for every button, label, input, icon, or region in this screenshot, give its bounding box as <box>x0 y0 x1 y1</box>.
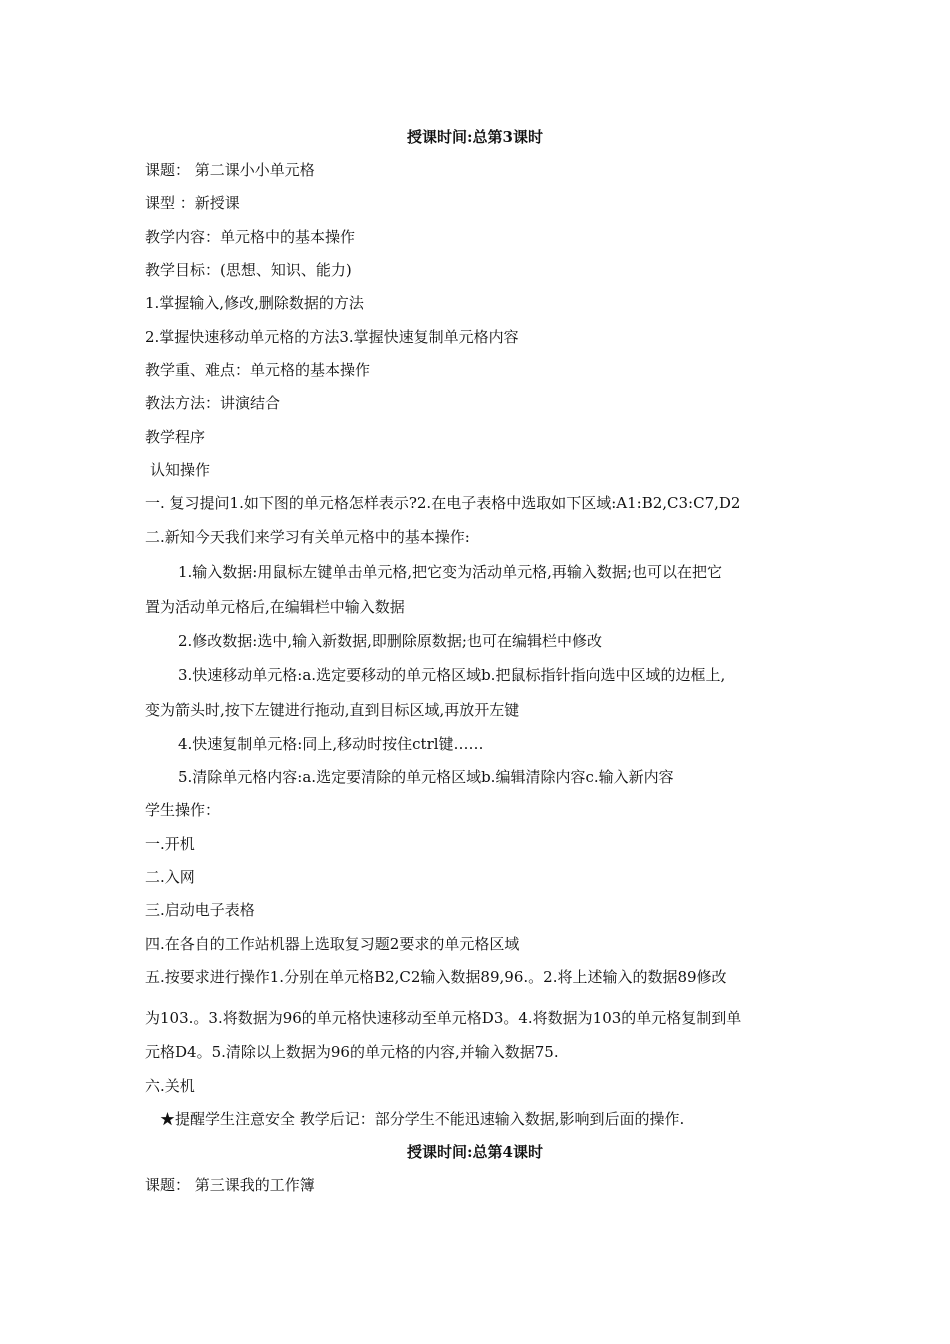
lesson3-goal-1: 1.掌握输入,修改,删除数据的方法 <box>145 294 364 312</box>
lesson3-step-3a: 3.快速移动单元格:a.选定要移动的单元格区域b.把鼠标指针指向选中区域的边框上, <box>178 666 726 684</box>
lesson3-content: 教学内容：单元格中的基本操作 <box>145 228 356 246</box>
lesson4-topic: 课题： 第三课我的工作簿 <box>145 1176 315 1194</box>
lesson3-step-4: 4.快速复制单元格:同上,移动时按住ctrl键…… <box>178 735 484 753</box>
lesson3-step-1b: 置为活动单元格后,在编辑栏中输入数据 <box>145 598 405 616</box>
lesson3-step-1a: 1.输入数据:用鼠标左键单击单元格,把它变为活动单元格,再输入数据;也可以在把它 <box>178 563 722 581</box>
lesson3-reminder: ★提醒学生注意安全 教学后记：部分学生不能迅速输入数据,影响到后面的操作. <box>160 1110 685 1128</box>
lesson3-procedure: 教学程序 <box>145 428 206 446</box>
lesson3-op-5b: 为103.。3.将数据为96的单元格快速移动至单元格D3。4.将数据为103的单元格复制到单 <box>145 1009 742 1027</box>
lesson3-op-6: 六.关机 <box>145 1077 195 1095</box>
lesson3-goal-2: 2.掌握快速移动单元格的方法3.掌握快速复制单元格内容 <box>145 328 519 346</box>
lesson3-goals: 教学目标：(思想、知识、能力) <box>145 261 352 279</box>
lesson3-step-3b: 变为箭头时,按下左键进行拖动,直到目标区域,再放开左键 <box>145 701 520 719</box>
lesson3-topic: 课题： 第二课小小单元格 <box>145 161 315 179</box>
lesson3-op-2: 二.入网 <box>145 868 195 886</box>
lesson3-op-5a: 五.按要求进行操作1.分别在单元格B2,C2输入数据89,96.。2.将上述输入的数据89修改 <box>145 968 727 986</box>
lesson3-title: 授课时间:总第3课时 <box>407 128 543 146</box>
lesson3-op-4: 四.在各自的工作站机器上选取复习题2要求的单元格区域 <box>145 935 520 953</box>
lesson3-method: 教法方法：讲演结合 <box>145 394 281 412</box>
lesson3-cognition: 认知操作 <box>150 461 211 479</box>
lesson3-op-5c: 元格D4。5.清除以上数据为96的单元格的内容,并输入数据75. <box>145 1043 559 1061</box>
lesson3-focus: 教学重、难点：单元格的基本操作 <box>145 361 371 379</box>
lesson3-student-ops: 学生操作： <box>145 801 221 819</box>
lesson3-step-5: 5.清除单元格内容:a.选定要清除的单元格区域b.编辑清除内容c.输入新内容 <box>178 768 674 786</box>
lesson3-new-intro: 二.新知今天我们来学习有关单元格中的基本操作: <box>145 528 470 546</box>
lesson3-op-3: 三.启动电子表格 <box>145 901 255 919</box>
lesson4-title: 授课时间:总第4课时 <box>407 1143 543 1161</box>
lesson3-op-1: 一.开机 <box>145 835 195 853</box>
lesson3-review: 一. 复习提问1.如下图的单元格怎样表示?2.在电子表格中选取如下区域:A1:B2,C3:C7,D2 <box>145 494 741 512</box>
lesson3-type: 课型 ：新授课 <box>145 194 240 212</box>
lesson3-step-2: 2.修改数据:选中,输入新数据,即删除原数据;也可在编辑栏中修改 <box>178 632 602 650</box>
